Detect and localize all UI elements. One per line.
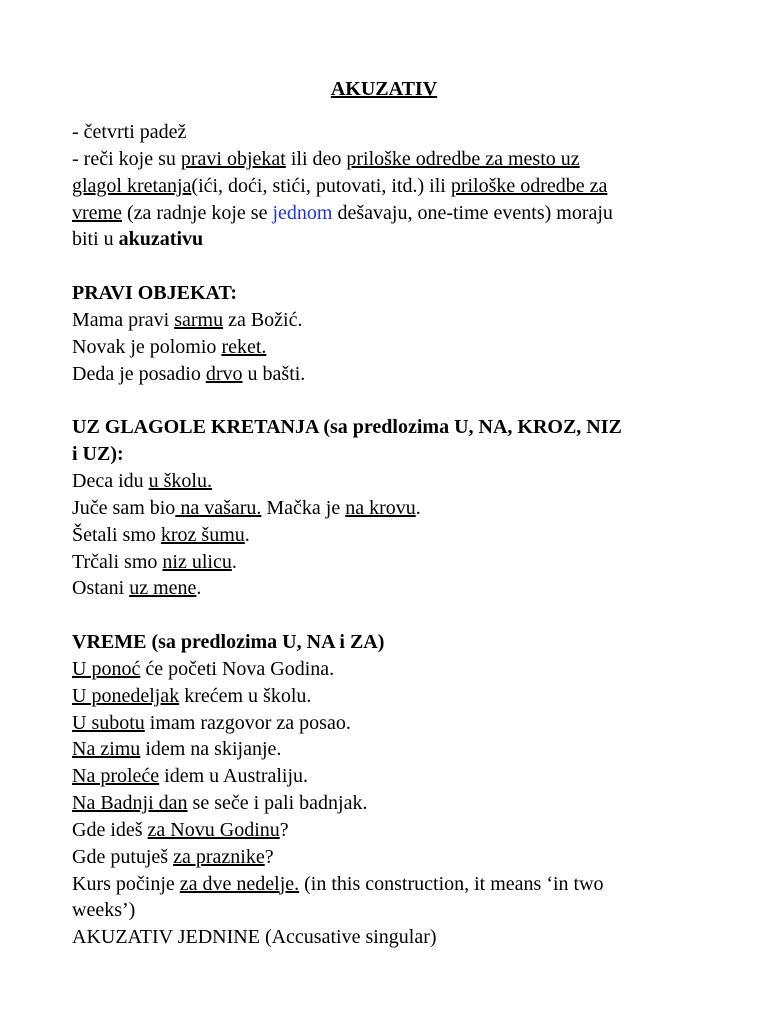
underlined-term: u školu. xyxy=(148,469,212,492)
sentence-text: . xyxy=(415,496,421,519)
example-sentence xyxy=(72,871,702,898)
sentence-text: . xyxy=(231,550,237,573)
section-heading-pravi-objekat: PRAVI OBJEKAT: xyxy=(72,282,238,305)
intro-line-2 xyxy=(72,146,702,173)
example-sentence xyxy=(72,549,702,576)
example-sentence xyxy=(72,844,702,871)
intro-text: dešavaju, one-time events) moraju xyxy=(332,201,613,224)
underlined-term: glagol kretanja xyxy=(72,174,192,197)
sentence-text: Gde putuješ xyxy=(72,845,174,868)
section-heading-kretanje: UZ GLAGOLE KRETANJA (sa predlozima U, NA, KROZ, NIZ xyxy=(72,416,622,439)
sentence-text: Deca idu xyxy=(72,469,149,492)
sentence-text: Kurs počinje xyxy=(72,872,180,895)
example-sentence xyxy=(72,736,702,763)
underlined-term: reket. xyxy=(221,335,267,358)
intro-line-5 xyxy=(72,226,702,253)
example-sentence-cont: weeks’) xyxy=(72,899,136,922)
example-sentence xyxy=(72,468,702,495)
sentence-text: Šetali smo xyxy=(72,523,161,546)
example-sentence xyxy=(72,817,702,844)
underlined-term: pravi objekat xyxy=(180,147,286,170)
example-sentence xyxy=(72,710,702,737)
underlined-term: U ponedeljak xyxy=(72,684,180,707)
example-sentence xyxy=(72,790,702,817)
blank-line xyxy=(72,602,702,629)
underlined-term: drvo xyxy=(205,362,243,385)
sentence-text: će početi Nova Godina. xyxy=(140,657,335,680)
underlined-term: kroz šumu xyxy=(160,523,245,546)
underlined-term: za Novu Godinu xyxy=(147,818,280,841)
underlined-term: na vašaru. xyxy=(175,496,262,519)
intro-line-3 xyxy=(72,173,702,200)
sentence-text: u bašti. xyxy=(242,362,306,385)
example-sentence xyxy=(72,683,702,710)
sentence-text: Gde ideš xyxy=(72,818,148,841)
underlined-term: sarmu xyxy=(174,308,224,331)
section-heading-vreme: VREME (sa predlozima U, NA i ZA) xyxy=(72,631,385,654)
sentence-text: se seče i pali badnjak. xyxy=(187,792,368,815)
intro-line-1 xyxy=(72,119,702,146)
underlined-term: Na Badnji dan xyxy=(72,792,188,815)
intro-text: - reči koje su xyxy=(72,147,181,170)
underlined-term: priloške odredbe za xyxy=(450,174,608,197)
sentence-text: imam razgovor za posao. xyxy=(144,711,351,734)
highlighted-word: jednom xyxy=(272,201,333,224)
example-sentence xyxy=(72,307,702,334)
underlined-term: vreme xyxy=(72,201,122,224)
example-sentence xyxy=(72,763,702,790)
intro-text: (za radnje koje se xyxy=(121,201,273,224)
intro-line-4 xyxy=(72,200,702,227)
sentence-text: idem u Australiju. xyxy=(159,765,309,788)
document-title: AKUZATIV xyxy=(330,78,438,100)
sentence-text: idem na skijanje. xyxy=(140,738,282,761)
intro-text: (ići, doći, stići, putovati, itd.) ili xyxy=(191,174,451,197)
sentence-text: Novak je polomio xyxy=(72,335,222,358)
underlined-term: za dve nedelje. xyxy=(179,872,300,895)
underlined-term: uz mene xyxy=(129,577,197,600)
example-sentence xyxy=(72,495,702,522)
underlined-term: Na proleće xyxy=(72,765,160,788)
blank-line xyxy=(72,387,702,414)
sentence-text: Ostani xyxy=(72,577,130,600)
example-sentence xyxy=(72,656,702,683)
underlined-term: niz ulicu xyxy=(162,550,232,573)
sentence-text: Mama pravi xyxy=(72,308,175,331)
sentence-text: . xyxy=(196,577,202,600)
underlined-term: na krovu xyxy=(345,496,416,519)
document-body xyxy=(72,119,702,951)
underlined-term: priloške odredbe za mesto uz xyxy=(346,147,580,170)
sentence-text: Juče sam bio xyxy=(72,496,176,519)
underlined-term: Na zimu xyxy=(72,738,141,761)
sentence-text: ? xyxy=(279,818,289,841)
intro-text: ili deo xyxy=(285,147,347,170)
intro-text: - četvrti padež xyxy=(72,121,187,143)
blank-line xyxy=(72,253,702,280)
underlined-term: U subotu xyxy=(72,711,145,734)
sentence-text: Deda je posadio xyxy=(72,362,206,385)
sentence-text: (in this construction, it means ‘in two xyxy=(299,872,604,895)
example-sentence xyxy=(72,334,702,361)
sentence-text: Trčali smo xyxy=(72,550,163,573)
example-sentence xyxy=(72,522,702,549)
underlined-term: U ponoć xyxy=(72,657,141,680)
next-section-heading: AKUZATIV JEDNINE (Accusative singular) xyxy=(72,926,437,949)
intro-text: biti u xyxy=(72,228,119,251)
section-heading-kretanje-cont: i UZ): xyxy=(72,443,124,466)
sentence-text: ? xyxy=(264,845,274,868)
bold-term: akuzativu xyxy=(118,228,204,251)
underlined-term: za praznike xyxy=(173,845,265,868)
sentence-text: . xyxy=(244,523,250,546)
example-sentence xyxy=(72,575,702,602)
sentence-text: Mačka je xyxy=(261,496,346,519)
sentence-text: krećem u školu. xyxy=(179,684,312,707)
example-sentence xyxy=(72,361,702,388)
sentence-text: za Božić. xyxy=(223,308,303,331)
